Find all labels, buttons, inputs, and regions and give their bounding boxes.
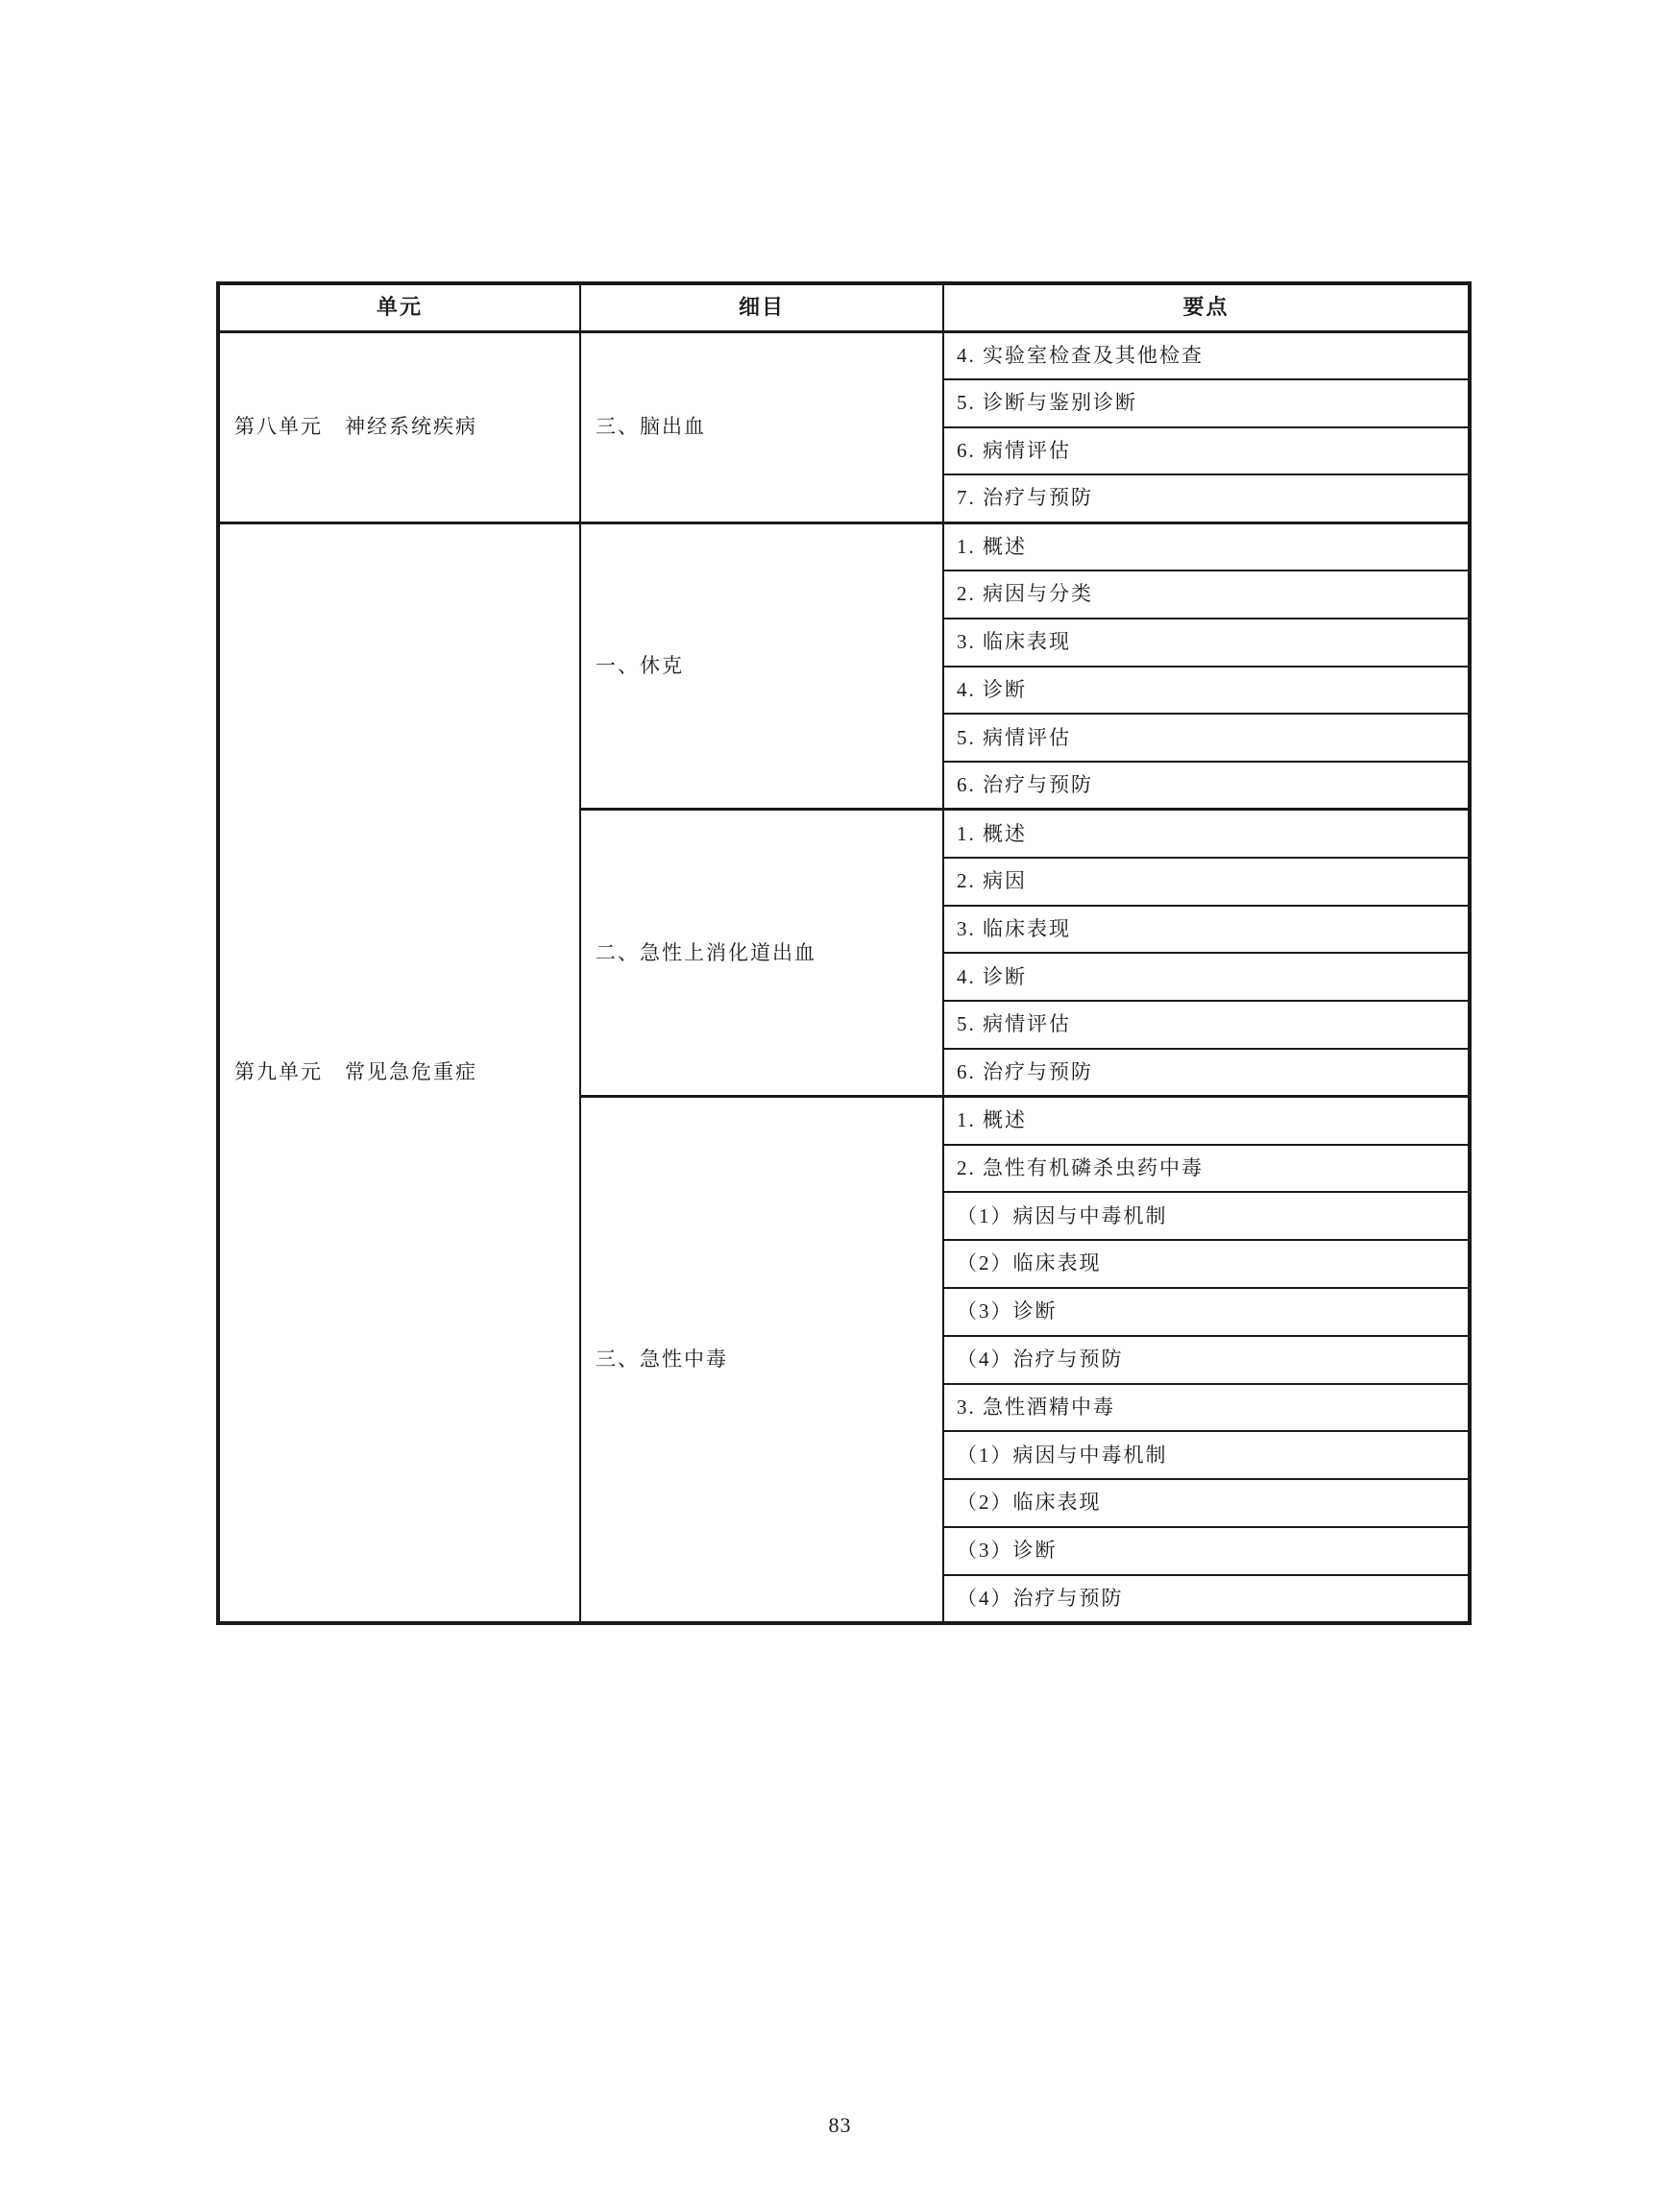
column-header-detail: 细目 xyxy=(580,283,943,331)
detail-cell: 三、脑出血 xyxy=(580,331,943,522)
point-cell: 3. 急性酒精中毒 xyxy=(943,1384,1470,1432)
point-cell: 2. 急性有机磷杀虫药中毒 xyxy=(943,1145,1470,1193)
point-cell: （2）临床表现 xyxy=(943,1240,1470,1288)
syllabus-table xyxy=(216,281,1472,1625)
point-cell: 5. 病情评估 xyxy=(943,1001,1470,1049)
point-cell: （4）治疗与预防 xyxy=(943,1336,1470,1384)
point-cell: 6. 病情评估 xyxy=(943,427,1470,475)
point-cell: 5. 诊断与鉴别诊断 xyxy=(943,379,1470,427)
point-cell: 1. 概述 xyxy=(943,810,1470,858)
table-header-row xyxy=(218,283,1470,331)
detail-cell: 一、休克 xyxy=(580,522,943,810)
unit-cell: 第八单元 神经系统疾病 xyxy=(218,331,580,522)
point-cell: 6. 治疗与预防 xyxy=(943,762,1470,810)
page-number: 83 xyxy=(828,2113,852,2137)
point-cell: 7. 治疗与预防 xyxy=(943,474,1470,522)
point-cell: 5. 病情评估 xyxy=(943,714,1470,762)
unit-cell: 第九单元 常见急危重症 xyxy=(218,522,580,1622)
table-row xyxy=(218,331,1470,379)
point-cell: （1）病因与中毒机制 xyxy=(943,1192,1470,1240)
point-cell: 4. 实验室检查及其他检查 xyxy=(943,331,1470,379)
point-cell: 4. 诊断 xyxy=(943,953,1470,1001)
point-cell: （3）诊断 xyxy=(943,1527,1470,1575)
point-cell: 6. 治疗与预防 xyxy=(943,1049,1470,1097)
point-cell: 2. 病因与分类 xyxy=(943,570,1470,619)
point-cell: （4）治疗与预防 xyxy=(943,1575,1470,1623)
point-cell: （2）临床表现 xyxy=(943,1479,1470,1527)
point-cell: （3）诊断 xyxy=(943,1288,1470,1336)
table-row xyxy=(218,522,1470,570)
point-cell: （1）病因与中毒机制 xyxy=(943,1431,1470,1479)
point-cell: 3. 临床表现 xyxy=(943,619,1470,667)
point-cell: 1. 概述 xyxy=(943,1097,1470,1145)
point-cell: 4. 诊断 xyxy=(943,667,1470,715)
detail-cell: 二、急性上消化道出血 xyxy=(580,810,943,1097)
column-header-unit: 单元 xyxy=(218,283,580,331)
point-cell: 2. 病因 xyxy=(943,858,1470,906)
point-cell: 1. 概述 xyxy=(943,522,1470,570)
detail-cell: 三、急性中毒 xyxy=(580,1097,943,1623)
column-header-point: 要点 xyxy=(943,283,1470,331)
point-cell: 3. 临床表现 xyxy=(943,906,1470,954)
